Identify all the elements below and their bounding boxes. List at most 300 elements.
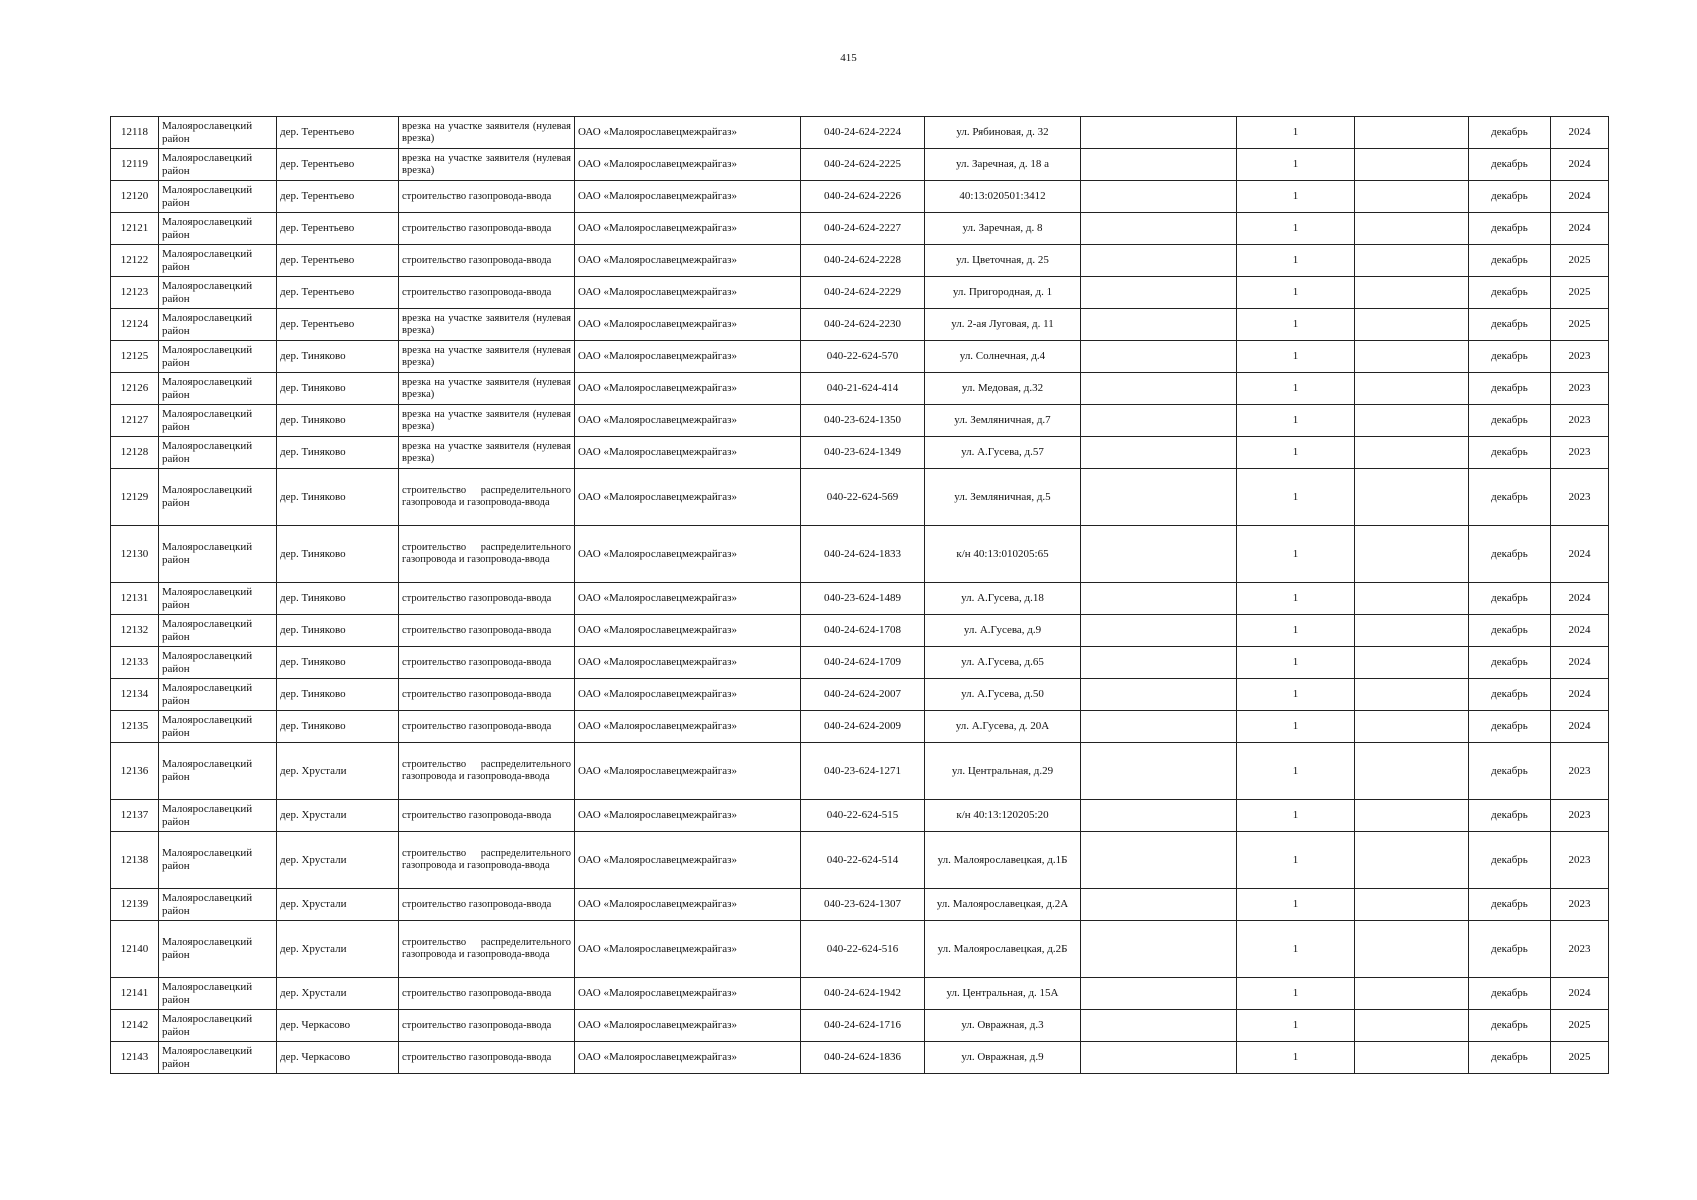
address-cell: к/н 40:13:010205:65 — [925, 526, 1081, 583]
organization-cell: ОАО «Малоярославецмежрайгаз» — [575, 1042, 801, 1074]
address-cell: ул. Земляничная, д.5 — [925, 469, 1081, 526]
row-number: 12137 — [111, 800, 159, 832]
empty-cell — [1081, 117, 1237, 149]
address-cell: ул. Центральная, д. 15А — [925, 978, 1081, 1010]
organization-cell: ОАО «Малоярославецмежрайгаз» — [575, 405, 801, 437]
address-cell: ул. Малоярославецкая, д.2Б — [925, 921, 1081, 978]
year-cell: 2024 — [1551, 711, 1609, 743]
village-cell: дер. Терентьево — [277, 245, 399, 277]
work-type-cell: врезка на участке заявителя (нулевая врезка) — [399, 149, 575, 181]
table-row — [111, 583, 1609, 615]
year-cell: 2023 — [1551, 373, 1609, 405]
work-type-cell: строительство газопровода-ввода — [399, 213, 575, 245]
request-code-cell: 040-23-624-1350 — [801, 405, 925, 437]
month-cell: декабрь — [1469, 149, 1551, 181]
empty-cell — [1081, 583, 1237, 615]
work-type-cell: врезка на участке заявителя (нулевая врезка) — [399, 373, 575, 405]
village-cell: дер. Терентьево — [277, 149, 399, 181]
request-code-cell: 040-24-624-2229 — [801, 277, 925, 309]
district-cell: Малоярославецкий район — [159, 743, 277, 800]
village-cell: дер. Хрустали — [277, 889, 399, 921]
quantity-cell: 1 — [1237, 743, 1355, 800]
address-cell: ул. Малоярославецкая, д.1Б — [925, 832, 1081, 889]
organization-cell: ОАО «Малоярославецмежрайгаз» — [575, 341, 801, 373]
district-cell: Малоярославецкий район — [159, 711, 277, 743]
row-number: 12140 — [111, 921, 159, 978]
empty-cell — [1355, 647, 1469, 679]
work-type-cell: врезка на участке заявителя (нулевая врезка) — [399, 117, 575, 149]
empty-cell — [1081, 615, 1237, 647]
empty-cell — [1355, 921, 1469, 978]
request-code-cell: 040-22-624-516 — [801, 921, 925, 978]
month-cell: декабрь — [1469, 583, 1551, 615]
district-cell: Малоярославецкий район — [159, 277, 277, 309]
district-cell: Малоярославецкий район — [159, 117, 277, 149]
month-cell: декабрь — [1469, 277, 1551, 309]
empty-cell — [1355, 526, 1469, 583]
request-code-cell: 040-24-624-1942 — [801, 978, 925, 1010]
empty-cell — [1081, 921, 1237, 978]
quantity-cell: 1 — [1237, 711, 1355, 743]
address-cell: ул. Земляничная, д.7 — [925, 405, 1081, 437]
organization-cell: ОАО «Малоярославецмежрайгаз» — [575, 117, 801, 149]
request-code-cell: 040-24-624-2227 — [801, 213, 925, 245]
request-code-cell: 040-23-624-1349 — [801, 437, 925, 469]
district-cell: Малоярославецкий район — [159, 245, 277, 277]
month-cell: декабрь — [1469, 1042, 1551, 1074]
row-number: 12129 — [111, 469, 159, 526]
row-number: 12134 — [111, 679, 159, 711]
empty-cell — [1355, 615, 1469, 647]
request-code-cell: 040-24-624-1833 — [801, 526, 925, 583]
village-cell: дер. Хрустали — [277, 832, 399, 889]
district-cell: Малоярославецкий район — [159, 405, 277, 437]
quantity-cell: 1 — [1237, 889, 1355, 921]
village-cell: дер. Черкасово — [277, 1010, 399, 1042]
address-cell: ул. 2-ая Луговая, д. 11 — [925, 309, 1081, 341]
organization-cell: ОАО «Малоярославецмежрайгаз» — [575, 743, 801, 800]
row-number: 12142 — [111, 1010, 159, 1042]
organization-cell: ОАО «Малоярославецмежрайгаз» — [575, 309, 801, 341]
village-cell: дер. Терентьево — [277, 277, 399, 309]
organization-cell: ОАО «Малоярославецмежрайгаз» — [575, 526, 801, 583]
district-cell: Малоярославецкий район — [159, 469, 277, 526]
year-cell: 2023 — [1551, 405, 1609, 437]
district-cell: Малоярославецкий район — [159, 341, 277, 373]
year-cell: 2024 — [1551, 615, 1609, 647]
table-row — [111, 149, 1609, 181]
row-number: 12132 — [111, 615, 159, 647]
quantity-cell: 1 — [1237, 117, 1355, 149]
district-cell: Малоярославецкий район — [159, 978, 277, 1010]
address-cell: ул. Рябиновая, д. 32 — [925, 117, 1081, 149]
address-cell: ул. А.Гусева, д.65 — [925, 647, 1081, 679]
table-row — [111, 277, 1609, 309]
year-cell: 2023 — [1551, 469, 1609, 526]
row-number: 12128 — [111, 437, 159, 469]
village-cell: дер. Терентьево — [277, 181, 399, 213]
month-cell: декабрь — [1469, 341, 1551, 373]
quantity-cell: 1 — [1237, 583, 1355, 615]
organization-cell: ОАО «Малоярославецмежрайгаз» — [575, 181, 801, 213]
address-cell: ул. Цветочная, д. 25 — [925, 245, 1081, 277]
month-cell: декабрь — [1469, 181, 1551, 213]
month-cell: декабрь — [1469, 615, 1551, 647]
row-number: 12133 — [111, 647, 159, 679]
organization-cell: ОАО «Малоярославецмежрайгаз» — [575, 277, 801, 309]
quantity-cell: 1 — [1237, 245, 1355, 277]
year-cell: 2025 — [1551, 1010, 1609, 1042]
empty-cell — [1355, 743, 1469, 800]
year-cell: 2025 — [1551, 1042, 1609, 1074]
table-row — [111, 117, 1609, 149]
empty-cell — [1355, 889, 1469, 921]
month-cell: декабрь — [1469, 743, 1551, 800]
district-cell: Малоярославецкий район — [159, 309, 277, 341]
quantity-cell: 1 — [1237, 309, 1355, 341]
year-cell: 2025 — [1551, 245, 1609, 277]
row-number: 12123 — [111, 277, 159, 309]
empty-cell — [1355, 277, 1469, 309]
district-cell: Малоярославецкий район — [159, 526, 277, 583]
empty-cell — [1355, 832, 1469, 889]
quantity-cell: 1 — [1237, 1010, 1355, 1042]
year-cell: 2024 — [1551, 117, 1609, 149]
address-cell: ул. А.Гусева, д. 20А — [925, 711, 1081, 743]
empty-cell — [1081, 245, 1237, 277]
quantity-cell: 1 — [1237, 405, 1355, 437]
request-code-cell: 040-23-624-1271 — [801, 743, 925, 800]
village-cell: дер. Тиняково — [277, 526, 399, 583]
organization-cell: ОАО «Малоярославецмежрайгаз» — [575, 711, 801, 743]
quantity-cell: 1 — [1237, 181, 1355, 213]
work-type-cell: строительство распределительного газопровода и газопровода-ввода — [399, 921, 575, 978]
address-cell: ул. А.Гусева, д.9 — [925, 615, 1081, 647]
table-row — [111, 469, 1609, 526]
work-type-cell: строительство газопровода-ввода — [399, 583, 575, 615]
month-cell: декабрь — [1469, 405, 1551, 437]
table-row — [111, 1042, 1609, 1074]
work-type-cell: строительство газопровода-ввода — [399, 1042, 575, 1074]
work-type-cell: строительство газопровода-ввода — [399, 679, 575, 711]
row-number: 12122 — [111, 245, 159, 277]
empty-cell — [1081, 213, 1237, 245]
village-cell: дер. Хрустали — [277, 921, 399, 978]
district-cell: Малоярославецкий район — [159, 679, 277, 711]
empty-cell — [1355, 373, 1469, 405]
organization-cell: ОАО «Малоярославецмежрайгаз» — [575, 921, 801, 978]
village-cell: дер. Терентьево — [277, 213, 399, 245]
district-cell: Малоярославецкий район — [159, 800, 277, 832]
month-cell: декабрь — [1469, 1010, 1551, 1042]
year-cell: 2024 — [1551, 149, 1609, 181]
address-cell: ул. Малоярославецкая, д.2А — [925, 889, 1081, 921]
empty-cell — [1355, 1042, 1469, 1074]
empty-cell — [1355, 149, 1469, 181]
work-type-cell: строительство газопровода-ввода — [399, 647, 575, 679]
address-cell: ул. Заречная, д. 18 а — [925, 149, 1081, 181]
address-cell: ул. Пригородная, д. 1 — [925, 277, 1081, 309]
table-row — [111, 437, 1609, 469]
organization-cell: ОАО «Малоярославецмежрайгаз» — [575, 583, 801, 615]
table-row — [111, 373, 1609, 405]
quantity-cell: 1 — [1237, 921, 1355, 978]
quantity-cell: 1 — [1237, 526, 1355, 583]
request-code-cell: 040-24-624-2224 — [801, 117, 925, 149]
empty-cell — [1081, 373, 1237, 405]
village-cell: дер. Терентьево — [277, 309, 399, 341]
gasification-registry-table — [110, 116, 1609, 1074]
empty-cell — [1081, 469, 1237, 526]
table-row — [111, 181, 1609, 213]
table-row — [111, 832, 1609, 889]
month-cell: декабрь — [1469, 647, 1551, 679]
year-cell: 2024 — [1551, 978, 1609, 1010]
work-type-cell: строительство газопровода-ввода — [399, 800, 575, 832]
row-number: 12139 — [111, 889, 159, 921]
empty-cell — [1355, 978, 1469, 1010]
empty-cell — [1081, 800, 1237, 832]
village-cell: дер. Хрустали — [277, 978, 399, 1010]
table-row — [111, 647, 1609, 679]
empty-cell — [1355, 437, 1469, 469]
year-cell: 2024 — [1551, 526, 1609, 583]
organization-cell: ОАО «Малоярославецмежрайгаз» — [575, 469, 801, 526]
work-type-cell: врезка на участке заявителя (нулевая врезка) — [399, 437, 575, 469]
table-row — [111, 711, 1609, 743]
work-type-cell: строительство газопровода-ввода — [399, 615, 575, 647]
address-cell: ул. Центральная, д.29 — [925, 743, 1081, 800]
year-cell: 2023 — [1551, 437, 1609, 469]
request-code-cell: 040-24-624-2226 — [801, 181, 925, 213]
work-type-cell: строительство газопровода-ввода — [399, 889, 575, 921]
address-cell: ул. А.Гусева, д.57 — [925, 437, 1081, 469]
row-number: 12124 — [111, 309, 159, 341]
district-cell: Малоярославецкий район — [159, 583, 277, 615]
month-cell: декабрь — [1469, 469, 1551, 526]
village-cell: дер. Тиняково — [277, 679, 399, 711]
request-code-cell: 040-21-624-414 — [801, 373, 925, 405]
organization-cell: ОАО «Малоярославецмежрайгаз» — [575, 647, 801, 679]
work-type-cell: строительство газопровода-ввода — [399, 181, 575, 213]
request-code-cell: 040-23-624-1489 — [801, 583, 925, 615]
quantity-cell: 1 — [1237, 341, 1355, 373]
year-cell: 2023 — [1551, 800, 1609, 832]
work-type-cell: строительство газопровода-ввода — [399, 1010, 575, 1042]
district-cell: Малоярославецкий район — [159, 921, 277, 978]
table-row — [111, 615, 1609, 647]
request-code-cell: 040-24-624-2228 — [801, 245, 925, 277]
work-type-cell: строительство распределительного газопровода и газопровода-ввода — [399, 469, 575, 526]
request-code-cell: 040-24-624-2009 — [801, 711, 925, 743]
table-row — [111, 309, 1609, 341]
organization-cell: ОАО «Малоярославецмежрайгаз» — [575, 679, 801, 711]
row-number: 12127 — [111, 405, 159, 437]
village-cell: дер. Тиняково — [277, 583, 399, 615]
empty-cell — [1081, 679, 1237, 711]
empty-cell — [1081, 277, 1237, 309]
request-code-cell: 040-22-624-569 — [801, 469, 925, 526]
address-cell: 40:13:020501:3412 — [925, 181, 1081, 213]
year-cell: 2023 — [1551, 889, 1609, 921]
district-cell: Малоярославецкий район — [159, 1042, 277, 1074]
table-body — [111, 117, 1609, 1074]
quantity-cell: 1 — [1237, 615, 1355, 647]
row-number: 12120 — [111, 181, 159, 213]
empty-cell — [1081, 1010, 1237, 1042]
work-type-cell: врезка на участке заявителя (нулевая врезка) — [399, 341, 575, 373]
request-code-cell: 040-24-624-1709 — [801, 647, 925, 679]
table-row — [111, 526, 1609, 583]
district-cell: Малоярославецкий район — [159, 373, 277, 405]
row-number: 12135 — [111, 711, 159, 743]
empty-cell — [1081, 743, 1237, 800]
district-cell: Малоярославецкий район — [159, 889, 277, 921]
row-number: 12130 — [111, 526, 159, 583]
table-row — [111, 978, 1609, 1010]
village-cell: дер. Черкасово — [277, 1042, 399, 1074]
work-type-cell: строительство газопровода-ввода — [399, 978, 575, 1010]
request-code-cell: 040-24-624-2225 — [801, 149, 925, 181]
village-cell: дер. Тиняково — [277, 469, 399, 526]
address-cell: ул. Овражная, д.3 — [925, 1010, 1081, 1042]
month-cell: декабрь — [1469, 978, 1551, 1010]
empty-cell — [1081, 181, 1237, 213]
empty-cell — [1355, 1010, 1469, 1042]
work-type-cell: строительство газопровода-ввода — [399, 245, 575, 277]
empty-cell — [1081, 711, 1237, 743]
request-code-cell: 040-22-624-570 — [801, 341, 925, 373]
request-code-cell: 040-24-624-2230 — [801, 309, 925, 341]
organization-cell: ОАО «Малоярославецмежрайгаз» — [575, 615, 801, 647]
table-row — [111, 921, 1609, 978]
empty-cell — [1081, 405, 1237, 437]
village-cell: дер. Хрустали — [277, 743, 399, 800]
row-number: 12121 — [111, 213, 159, 245]
village-cell: дер. Тиняково — [277, 711, 399, 743]
month-cell: декабрь — [1469, 373, 1551, 405]
year-cell: 2024 — [1551, 679, 1609, 711]
row-number: 12119 — [111, 149, 159, 181]
row-number: 12141 — [111, 978, 159, 1010]
address-cell: ул. Заречная, д. 8 — [925, 213, 1081, 245]
request-code-cell: 040-22-624-515 — [801, 800, 925, 832]
organization-cell: ОАО «Малоярославецмежрайгаз» — [575, 213, 801, 245]
table-row — [111, 213, 1609, 245]
address-cell: ул. А.Гусева, д.50 — [925, 679, 1081, 711]
table-row — [111, 889, 1609, 921]
village-cell: дер. Хрустали — [277, 800, 399, 832]
row-number: 12138 — [111, 832, 159, 889]
month-cell: декабрь — [1469, 679, 1551, 711]
quantity-cell: 1 — [1237, 277, 1355, 309]
village-cell: дер. Тиняково — [277, 405, 399, 437]
empty-cell — [1355, 309, 1469, 341]
district-cell: Малоярославецкий район — [159, 647, 277, 679]
organization-cell: ОАО «Малоярославецмежрайгаз» — [575, 1010, 801, 1042]
empty-cell — [1081, 647, 1237, 679]
year-cell: 2025 — [1551, 309, 1609, 341]
work-type-cell: строительство газопровода-ввода — [399, 277, 575, 309]
request-code-cell: 040-24-624-1708 — [801, 615, 925, 647]
village-cell: дер. Тиняково — [277, 647, 399, 679]
quantity-cell: 1 — [1237, 978, 1355, 1010]
empty-cell — [1355, 405, 1469, 437]
quantity-cell: 1 — [1237, 437, 1355, 469]
quantity-cell: 1 — [1237, 800, 1355, 832]
request-code-cell: 040-24-624-2007 — [801, 679, 925, 711]
empty-cell — [1355, 711, 1469, 743]
empty-cell — [1355, 213, 1469, 245]
empty-cell — [1355, 583, 1469, 615]
month-cell: декабрь — [1469, 711, 1551, 743]
organization-cell: ОАО «Малоярославецмежрайгаз» — [575, 149, 801, 181]
year-cell: 2023 — [1551, 921, 1609, 978]
village-cell: дер. Тиняково — [277, 615, 399, 647]
year-cell: 2023 — [1551, 341, 1609, 373]
year-cell: 2025 — [1551, 277, 1609, 309]
table-row — [111, 341, 1609, 373]
row-number: 12125 — [111, 341, 159, 373]
district-cell: Малоярославецкий район — [159, 437, 277, 469]
district-cell: Малоярославецкий район — [159, 149, 277, 181]
row-number: 12131 — [111, 583, 159, 615]
quantity-cell: 1 — [1237, 149, 1355, 181]
request-code-cell: 040-24-624-1716 — [801, 1010, 925, 1042]
empty-cell — [1081, 889, 1237, 921]
organization-cell: ОАО «Малоярославецмежрайгаз» — [575, 373, 801, 405]
quantity-cell: 1 — [1237, 647, 1355, 679]
district-cell: Малоярославецкий район — [159, 615, 277, 647]
address-cell: ул. Солнечная, д.4 — [925, 341, 1081, 373]
work-type-cell: врезка на участке заявителя (нулевая врезка) — [399, 405, 575, 437]
table-row — [111, 1010, 1609, 1042]
empty-cell — [1355, 469, 1469, 526]
organization-cell: ОАО «Малоярославецмежрайгаз» — [575, 437, 801, 469]
village-cell: дер. Тиняково — [277, 373, 399, 405]
work-type-cell: врезка на участке заявителя (нулевая врезка) — [399, 309, 575, 341]
address-cell: к/н 40:13:120205:20 — [925, 800, 1081, 832]
month-cell: декабрь — [1469, 117, 1551, 149]
table-row — [111, 245, 1609, 277]
table-row — [111, 743, 1609, 800]
month-cell: декабрь — [1469, 800, 1551, 832]
year-cell: 2024 — [1551, 213, 1609, 245]
empty-cell — [1355, 679, 1469, 711]
empty-cell — [1081, 1042, 1237, 1074]
village-cell: дер. Тиняково — [277, 341, 399, 373]
page-number: 415 — [840, 52, 857, 64]
organization-cell: ОАО «Малоярославецмежрайгаз» — [575, 800, 801, 832]
organization-cell: ОАО «Малоярославецмежрайгаз» — [575, 978, 801, 1010]
work-type-cell: строительство газопровода-ввода — [399, 711, 575, 743]
district-cell: Малоярославецкий район — [159, 213, 277, 245]
month-cell: декабрь — [1469, 309, 1551, 341]
empty-cell — [1355, 245, 1469, 277]
empty-cell — [1081, 526, 1237, 583]
organization-cell: ОАО «Малоярославецмежрайгаз» — [575, 245, 801, 277]
row-number: 12118 — [111, 117, 159, 149]
month-cell: декабрь — [1469, 889, 1551, 921]
quantity-cell: 1 — [1237, 1042, 1355, 1074]
empty-cell — [1355, 341, 1469, 373]
year-cell: 2024 — [1551, 583, 1609, 615]
table-row — [111, 679, 1609, 711]
row-number: 12126 — [111, 373, 159, 405]
work-type-cell: строительство распределительного газопровода и газопровода-ввода — [399, 832, 575, 889]
month-cell: декабрь — [1469, 437, 1551, 469]
organization-cell: ОАО «Малоярославецмежрайгаз» — [575, 889, 801, 921]
